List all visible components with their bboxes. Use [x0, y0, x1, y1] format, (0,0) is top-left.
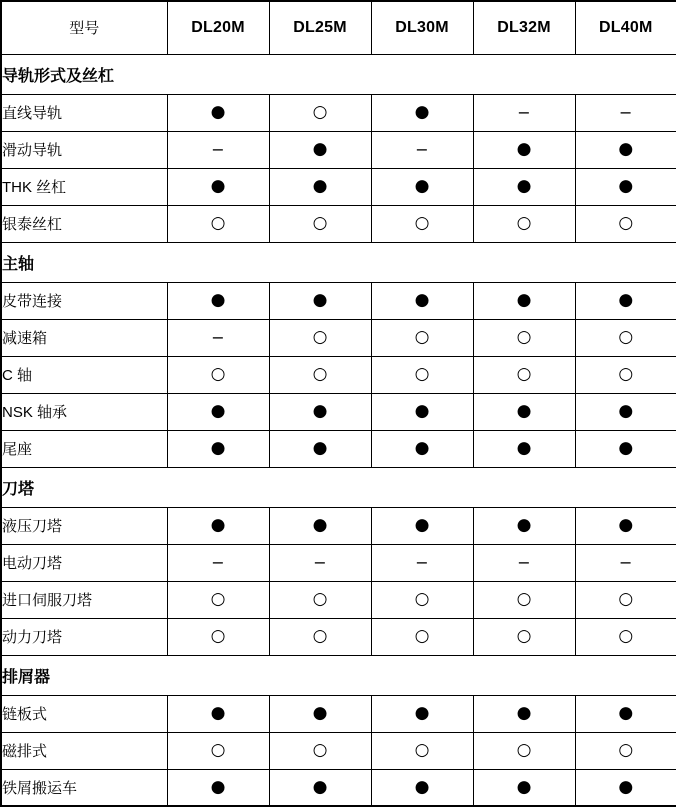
table-row — [1, 507, 676, 544]
filled-circle-symbol: ● — [473, 430, 575, 467]
filled-circle-symbol: ● — [575, 769, 676, 806]
row-label: 电动刀塔 — [1, 544, 167, 581]
open-circle-symbol: ○ — [473, 356, 575, 393]
table-row — [1, 131, 676, 168]
table-row — [1, 769, 676, 806]
table-row — [1, 205, 676, 242]
filled-circle-symbol: ● — [371, 282, 473, 319]
filled-circle-symbol: ● — [269, 769, 371, 806]
section-title: 主轴 — [1, 242, 676, 282]
row-label: 磁排式 — [1, 732, 167, 769]
row-label: NSK 轴承 — [1, 393, 167, 430]
column-header-dl25m: DL25M — [269, 1, 371, 54]
table-row — [1, 618, 676, 655]
section-title: 刀塔 — [1, 467, 676, 507]
filled-circle-symbol: ● — [269, 430, 371, 467]
open-circle-symbol: ○ — [167, 205, 269, 242]
open-circle-symbol: ○ — [473, 205, 575, 242]
filled-circle-symbol: ● — [371, 769, 473, 806]
table-row — [1, 356, 676, 393]
section-header-row — [1, 54, 676, 94]
dash-symbol: − — [167, 319, 269, 356]
filled-circle-symbol: ● — [473, 168, 575, 205]
filled-circle-symbol: ● — [269, 507, 371, 544]
filled-circle-symbol: ● — [269, 695, 371, 732]
column-header-dl20m: DL20M — [167, 1, 269, 54]
row-label: C 轴 — [1, 356, 167, 393]
row-label: 直线导轨 — [1, 94, 167, 131]
filled-circle-symbol: ● — [167, 507, 269, 544]
section-header-row — [1, 242, 676, 282]
dash-symbol: − — [575, 94, 676, 131]
open-circle-symbol: ○ — [269, 618, 371, 655]
open-circle-symbol: ○ — [473, 618, 575, 655]
filled-circle-symbol: ● — [269, 282, 371, 319]
open-circle-symbol: ○ — [371, 732, 473, 769]
row-label: 皮带连接 — [1, 282, 167, 319]
open-circle-symbol: ○ — [269, 581, 371, 618]
open-circle-symbol: ○ — [269, 732, 371, 769]
filled-circle-symbol: ● — [473, 282, 575, 319]
filled-circle-symbol: ● — [371, 94, 473, 131]
model-column-title: 型号 — [1, 1, 167, 54]
filled-circle-symbol: ● — [575, 507, 676, 544]
open-circle-symbol: ○ — [371, 618, 473, 655]
open-circle-symbol: ○ — [575, 356, 676, 393]
open-circle-symbol: ○ — [269, 94, 371, 131]
filled-circle-symbol: ● — [167, 695, 269, 732]
section-title: 导轨形式及丝杠 — [1, 54, 676, 94]
filled-circle-symbol: ● — [575, 430, 676, 467]
open-circle-symbol: ○ — [473, 319, 575, 356]
row-label: 铁屑搬运车 — [1, 769, 167, 806]
table-row — [1, 695, 676, 732]
filled-circle-symbol: ● — [269, 168, 371, 205]
spec-table-body — [1, 54, 676, 806]
table-row — [1, 94, 676, 131]
column-header-dl30m: DL30M — [371, 1, 473, 54]
row-label: 减速箱 — [1, 319, 167, 356]
row-label: 滑动导轨 — [1, 131, 167, 168]
header-row — [1, 1, 676, 54]
filled-circle-symbol: ● — [167, 168, 269, 205]
table-row — [1, 544, 676, 581]
open-circle-symbol: ○ — [575, 319, 676, 356]
open-circle-symbol: ○ — [167, 581, 269, 618]
dash-symbol: − — [575, 544, 676, 581]
dash-symbol: − — [473, 544, 575, 581]
section-header-row — [1, 467, 676, 507]
open-circle-symbol: ○ — [371, 581, 473, 618]
open-circle-symbol: ○ — [575, 205, 676, 242]
table-row — [1, 393, 676, 430]
row-label: 液压刀塔 — [1, 507, 167, 544]
row-label: 链板式 — [1, 695, 167, 732]
open-circle-symbol: ○ — [167, 618, 269, 655]
section-title: 排屑器 — [1, 655, 676, 695]
filled-circle-symbol: ● — [167, 393, 269, 430]
filled-circle-symbol: ● — [575, 131, 676, 168]
section-header-row — [1, 655, 676, 695]
filled-circle-symbol: ● — [371, 430, 473, 467]
dash-symbol: − — [269, 544, 371, 581]
table-row — [1, 430, 676, 467]
filled-circle-symbol: ● — [371, 393, 473, 430]
filled-circle-symbol: ● — [167, 769, 269, 806]
filled-circle-symbol: ● — [371, 168, 473, 205]
row-label: 动力刀塔 — [1, 618, 167, 655]
open-circle-symbol: ○ — [269, 319, 371, 356]
open-circle-symbol: ○ — [371, 356, 473, 393]
filled-circle-symbol: ● — [269, 393, 371, 430]
column-header-dl40m: DL40M — [575, 1, 676, 54]
row-label: 进口伺服刀塔 — [1, 581, 167, 618]
filled-circle-symbol: ● — [371, 507, 473, 544]
table-row — [1, 168, 676, 205]
filled-circle-symbol: ● — [167, 282, 269, 319]
open-circle-symbol: ○ — [371, 205, 473, 242]
filled-circle-symbol: ● — [167, 430, 269, 467]
open-circle-symbol: ○ — [473, 732, 575, 769]
open-circle-symbol: ○ — [575, 618, 676, 655]
filled-circle-symbol: ● — [473, 393, 575, 430]
filled-circle-symbol: ● — [371, 695, 473, 732]
row-label: 银泰丝杠 — [1, 205, 167, 242]
open-circle-symbol: ○ — [575, 581, 676, 618]
filled-circle-symbol: ● — [575, 695, 676, 732]
filled-circle-symbol: ● — [269, 131, 371, 168]
filled-circle-symbol: ● — [575, 282, 676, 319]
filled-circle-symbol: ● — [473, 131, 575, 168]
table-row — [1, 732, 676, 769]
open-circle-symbol: ○ — [167, 732, 269, 769]
filled-circle-symbol: ● — [575, 168, 676, 205]
open-circle-symbol: ○ — [167, 356, 269, 393]
filled-circle-symbol: ● — [167, 94, 269, 131]
filled-circle-symbol: ● — [473, 507, 575, 544]
filled-circle-symbol: ● — [473, 695, 575, 732]
open-circle-symbol: ○ — [473, 581, 575, 618]
dash-symbol: − — [167, 131, 269, 168]
open-circle-symbol: ○ — [269, 356, 371, 393]
dash-symbol: − — [473, 94, 575, 131]
open-circle-symbol: ○ — [575, 732, 676, 769]
table-row — [1, 581, 676, 618]
open-circle-symbol: ○ — [269, 205, 371, 242]
dash-symbol: − — [371, 544, 473, 581]
table-row — [1, 319, 676, 356]
filled-circle-symbol: ● — [473, 769, 575, 806]
table-row — [1, 282, 676, 319]
row-label: 尾座 — [1, 430, 167, 467]
dash-symbol: − — [371, 131, 473, 168]
filled-circle-symbol: ● — [575, 393, 676, 430]
dash-symbol: − — [167, 544, 269, 581]
column-header-dl32m: DL32M — [473, 1, 575, 54]
row-label: THK 丝杠 — [1, 168, 167, 205]
open-circle-symbol: ○ — [371, 319, 473, 356]
